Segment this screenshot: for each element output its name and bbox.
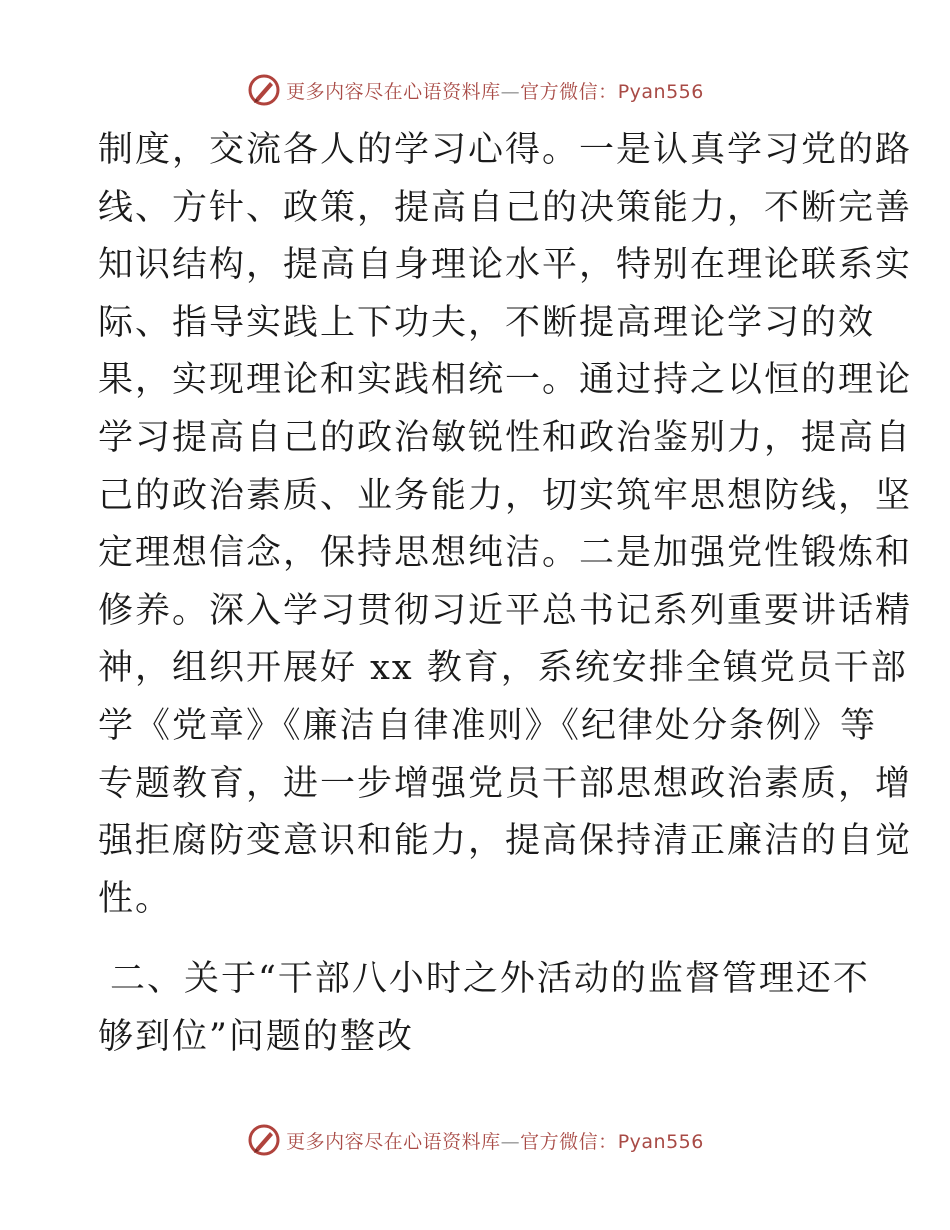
- body-line: 修养。深入学习贯彻习近平总书记系列重要讲话精: [98, 590, 913, 631]
- banner-wechat-id: Pyan556: [617, 80, 704, 103]
- body-line: 线、方针、政策，提高自己的决策能力，不断完善: [98, 187, 913, 228]
- section-heading-line: 够到位”问题的整改: [98, 1017, 414, 1057]
- banner-site-text: 更多内容尽在心语资料库: [286, 1130, 501, 1153]
- body-line: 性。: [98, 878, 173, 919]
- footer-banner: [0, 1120, 950, 1160]
- banner-wechat-id: Pyan556: [617, 1130, 704, 1153]
- body-line: 学《党章》《廉洁自律准则》《纪律处分条例》等: [98, 705, 878, 746]
- body-line: 知识结构，提高自身理论水平，特别在理论联系实: [98, 245, 913, 286]
- body-line: 制度，交流各人的学习心得。一是认真学习党的路: [98, 130, 913, 170]
- pen-logo-icon: [246, 1122, 282, 1158]
- body-paragraph: [98, 122, 913, 928]
- banner-dash: —: [500, 1130, 521, 1153]
- body-line: 定理想信念，保持思想纯洁。二是加强党性锻炼和: [98, 533, 913, 574]
- banner-wechat-label: 官方微信：: [520, 1130, 618, 1153]
- body-line: 果，实现理论和实践相统一。通过持之以恒的理论: [98, 360, 913, 401]
- banner-wechat-label: 官方微信：: [520, 80, 618, 103]
- body-line: 学习提高自己的政治敏锐性和政治鉴别力，提高自: [98, 417, 913, 458]
- body-line: 己的政治素质、业务能力，切实筑牢思想防线，坚: [98, 475, 913, 516]
- body-line: 神，组织开展好 xx 教育，系统安排全镇党员干部: [98, 648, 908, 689]
- banner-text: [286, 77, 704, 104]
- body-line: 际、指导实践上下功夫，不断提高理论学习的效: [98, 302, 876, 343]
- header-banner: [0, 70, 950, 110]
- banner-dash: —: [500, 80, 521, 103]
- pen-logo-icon: [246, 72, 282, 108]
- body-line: 强拒腐防变意识和能力，提高保持清正廉洁的自觉: [98, 821, 913, 862]
- section-heading-line: 二、关于“干部八小时之外活动的监督管理还不: [110, 959, 870, 999]
- section-heading: [98, 950, 870, 1066]
- banner-site-text: 更多内容尽在心语资料库: [286, 80, 501, 103]
- body-line: 专题教育，进一步增强党员干部思想政治素质，增: [98, 763, 913, 804]
- banner-text: [286, 1127, 704, 1154]
